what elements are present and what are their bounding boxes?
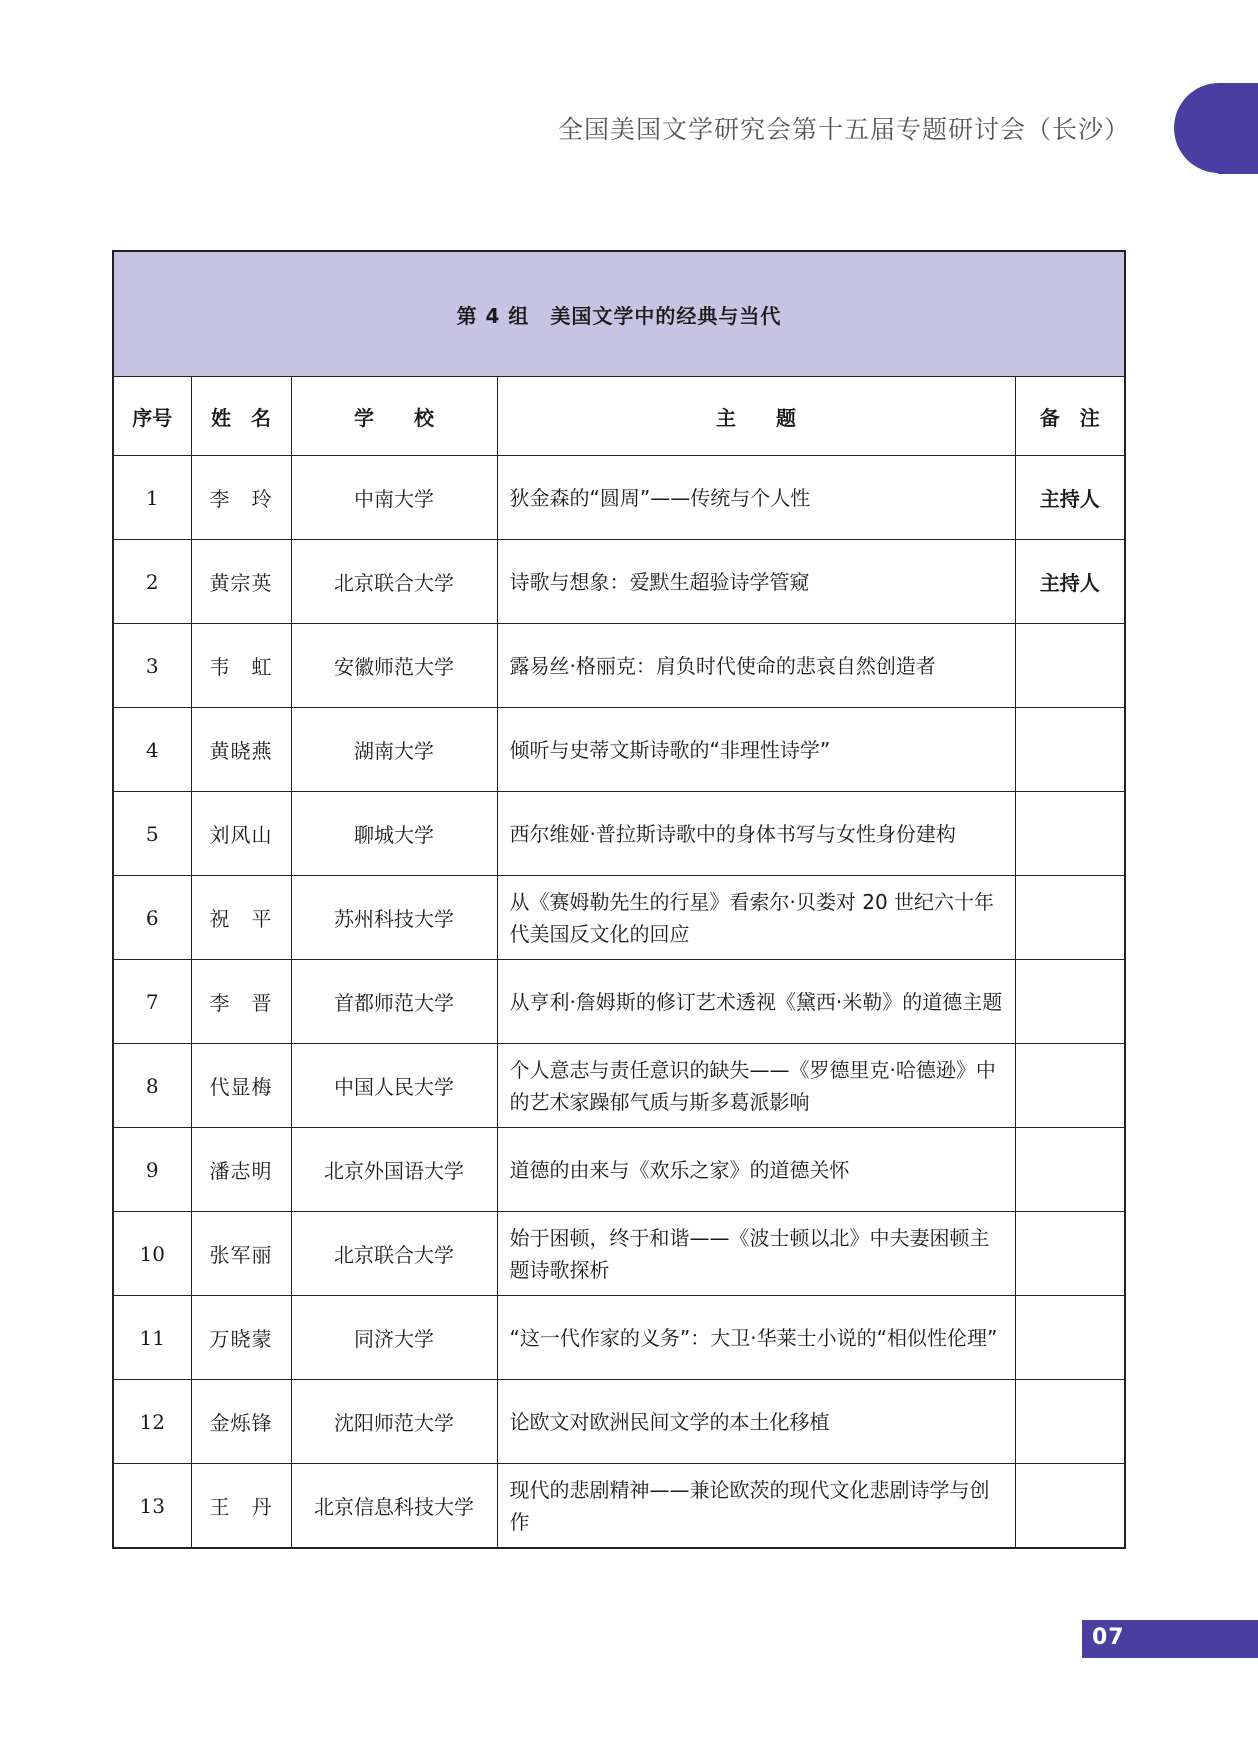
row-note: 主持人 — [1015, 456, 1125, 540]
row-note — [1015, 708, 1125, 792]
table-row — [113, 456, 1125, 540]
table-row — [113, 1128, 1125, 1212]
presenter-name: 李 晋 — [191, 960, 291, 1044]
presenter-name: 潘志明 — [191, 1128, 291, 1212]
school-name: 北京联合大学 — [291, 540, 497, 624]
page-header-title: 全国美国文学研究会第十五届专题研讨会（长沙） — [557, 115, 1130, 144]
presenter-name: 韦 虹 — [191, 624, 291, 708]
table-row — [113, 876, 1125, 960]
row-number: 8 — [113, 1044, 191, 1128]
table-row — [113, 540, 1125, 624]
table-row — [113, 1296, 1125, 1380]
col-header-topic: 主 题 — [497, 377, 1015, 456]
table-row — [113, 792, 1125, 876]
corner-tab-underline — [1218, 172, 1258, 174]
row-number: 2 — [113, 540, 191, 624]
row-number: 12 — [113, 1380, 191, 1464]
page-number: 07 — [1092, 1625, 1125, 1650]
paper-topic: 现代的悲剧精神——兼论欧茨的现代文化悲剧诗学与创作 — [497, 1464, 1015, 1549]
table-row — [113, 708, 1125, 792]
row-note — [1015, 624, 1125, 708]
school-name: 安徽师范大学 — [291, 624, 497, 708]
presenter-name: 万晓蒙 — [191, 1296, 291, 1380]
table-body — [113, 456, 1125, 1549]
paper-topic: 狄金森的“圆周”——传统与个人性 — [497, 456, 1015, 540]
row-note: 主持人 — [1015, 540, 1125, 624]
paper-topic: 诗歌与想象：爱默生超验诗学管窥 — [497, 540, 1015, 624]
row-number: 10 — [113, 1212, 191, 1296]
group-title-row — [113, 251, 1125, 377]
row-note — [1015, 1464, 1125, 1549]
col-header-note: 备 注 — [1015, 377, 1125, 456]
row-number: 11 — [113, 1296, 191, 1380]
table-row — [113, 1212, 1125, 1296]
row-note — [1015, 876, 1125, 960]
presenter-name: 王 丹 — [191, 1464, 291, 1549]
table-row — [113, 1044, 1125, 1128]
table-row — [113, 1464, 1125, 1549]
paper-topic: 始于困顿，终于和谐——《波士顿以北》中夫妻困顿主题诗歌探析 — [497, 1212, 1015, 1296]
paper-topic: 论欧文对欧洲民间文学的本土化移植 — [497, 1380, 1015, 1464]
paper-topic: 从亨利·詹姆斯的修订艺术透视《黛西·米勒》的道德主题 — [497, 960, 1015, 1044]
row-note — [1015, 1044, 1125, 1128]
col-header-school: 学 校 — [291, 377, 497, 456]
school-name: 北京信息科技大学 — [291, 1464, 497, 1549]
col-header-number: 序号 — [113, 377, 191, 456]
paper-topic: 西尔维娅·普拉斯诗歌中的身体书写与女性身份建构 — [497, 792, 1015, 876]
school-name: 聊城大学 — [291, 792, 497, 876]
row-number: 4 — [113, 708, 191, 792]
corner-tab-decoration — [1174, 83, 1258, 173]
row-number: 5 — [113, 792, 191, 876]
col-header-name: 姓 名 — [191, 377, 291, 456]
paper-topic: 露易丝·格丽克：肩负时代使命的悲哀自然创造者 — [497, 624, 1015, 708]
row-number: 9 — [113, 1128, 191, 1212]
table-row — [113, 624, 1125, 708]
paper-topic: “这一代作家的义务”：大卫·华莱士小说的“相似性伦理” — [497, 1296, 1015, 1380]
presenter-name: 黄晓燕 — [191, 708, 291, 792]
school-name: 中南大学 — [291, 456, 497, 540]
school-name: 湖南大学 — [291, 708, 497, 792]
row-note — [1015, 960, 1125, 1044]
row-number: 6 — [113, 876, 191, 960]
row-note — [1015, 792, 1125, 876]
column-header-row — [113, 377, 1125, 456]
table-row — [113, 960, 1125, 1044]
presenter-name: 代显梅 — [191, 1044, 291, 1128]
row-note — [1015, 1212, 1125, 1296]
paper-topic: 个人意志与责任意识的缺失——《罗德里克·哈德逊》中的艺术家躁郁气质与斯多葛派影响 — [497, 1044, 1015, 1128]
row-note — [1015, 1380, 1125, 1464]
school-name: 沈阳师范大学 — [291, 1380, 497, 1464]
school-name: 首都师范大学 — [291, 960, 497, 1044]
row-note — [1015, 1128, 1125, 1212]
paper-topic: 倾听与史蒂文斯诗歌的“非理性诗学” — [497, 708, 1015, 792]
presenter-name: 黄宗英 — [191, 540, 291, 624]
presenter-name: 刘风山 — [191, 792, 291, 876]
session-table — [112, 250, 1126, 1549]
presenter-name: 金烁锋 — [191, 1380, 291, 1464]
row-number: 1 — [113, 456, 191, 540]
presenter-name: 李 玲 — [191, 456, 291, 540]
presenter-name: 张军丽 — [191, 1212, 291, 1296]
row-number: 13 — [113, 1464, 191, 1549]
paper-topic: 从《赛姆勒先生的行星》看索尔·贝娄对 20 世纪六十年代美国反文化的回应 — [497, 876, 1015, 960]
row-note — [1015, 1296, 1125, 1380]
row-number: 7 — [113, 960, 191, 1044]
group-title: 第 4 组 美国文学中的经典与当代 — [113, 251, 1125, 377]
school-name: 同济大学 — [291, 1296, 497, 1380]
school-name: 北京外国语大学 — [291, 1128, 497, 1212]
paper-topic: 道德的由来与《欢乐之家》的道德关怀 — [497, 1128, 1015, 1212]
school-name: 北京联合大学 — [291, 1212, 497, 1296]
school-name: 中国人民大学 — [291, 1044, 497, 1128]
page-number-bar — [1082, 1620, 1258, 1658]
presenter-name: 祝 平 — [191, 876, 291, 960]
row-number: 3 — [113, 624, 191, 708]
school-name: 苏州科技大学 — [291, 876, 497, 960]
table-row — [113, 1380, 1125, 1464]
